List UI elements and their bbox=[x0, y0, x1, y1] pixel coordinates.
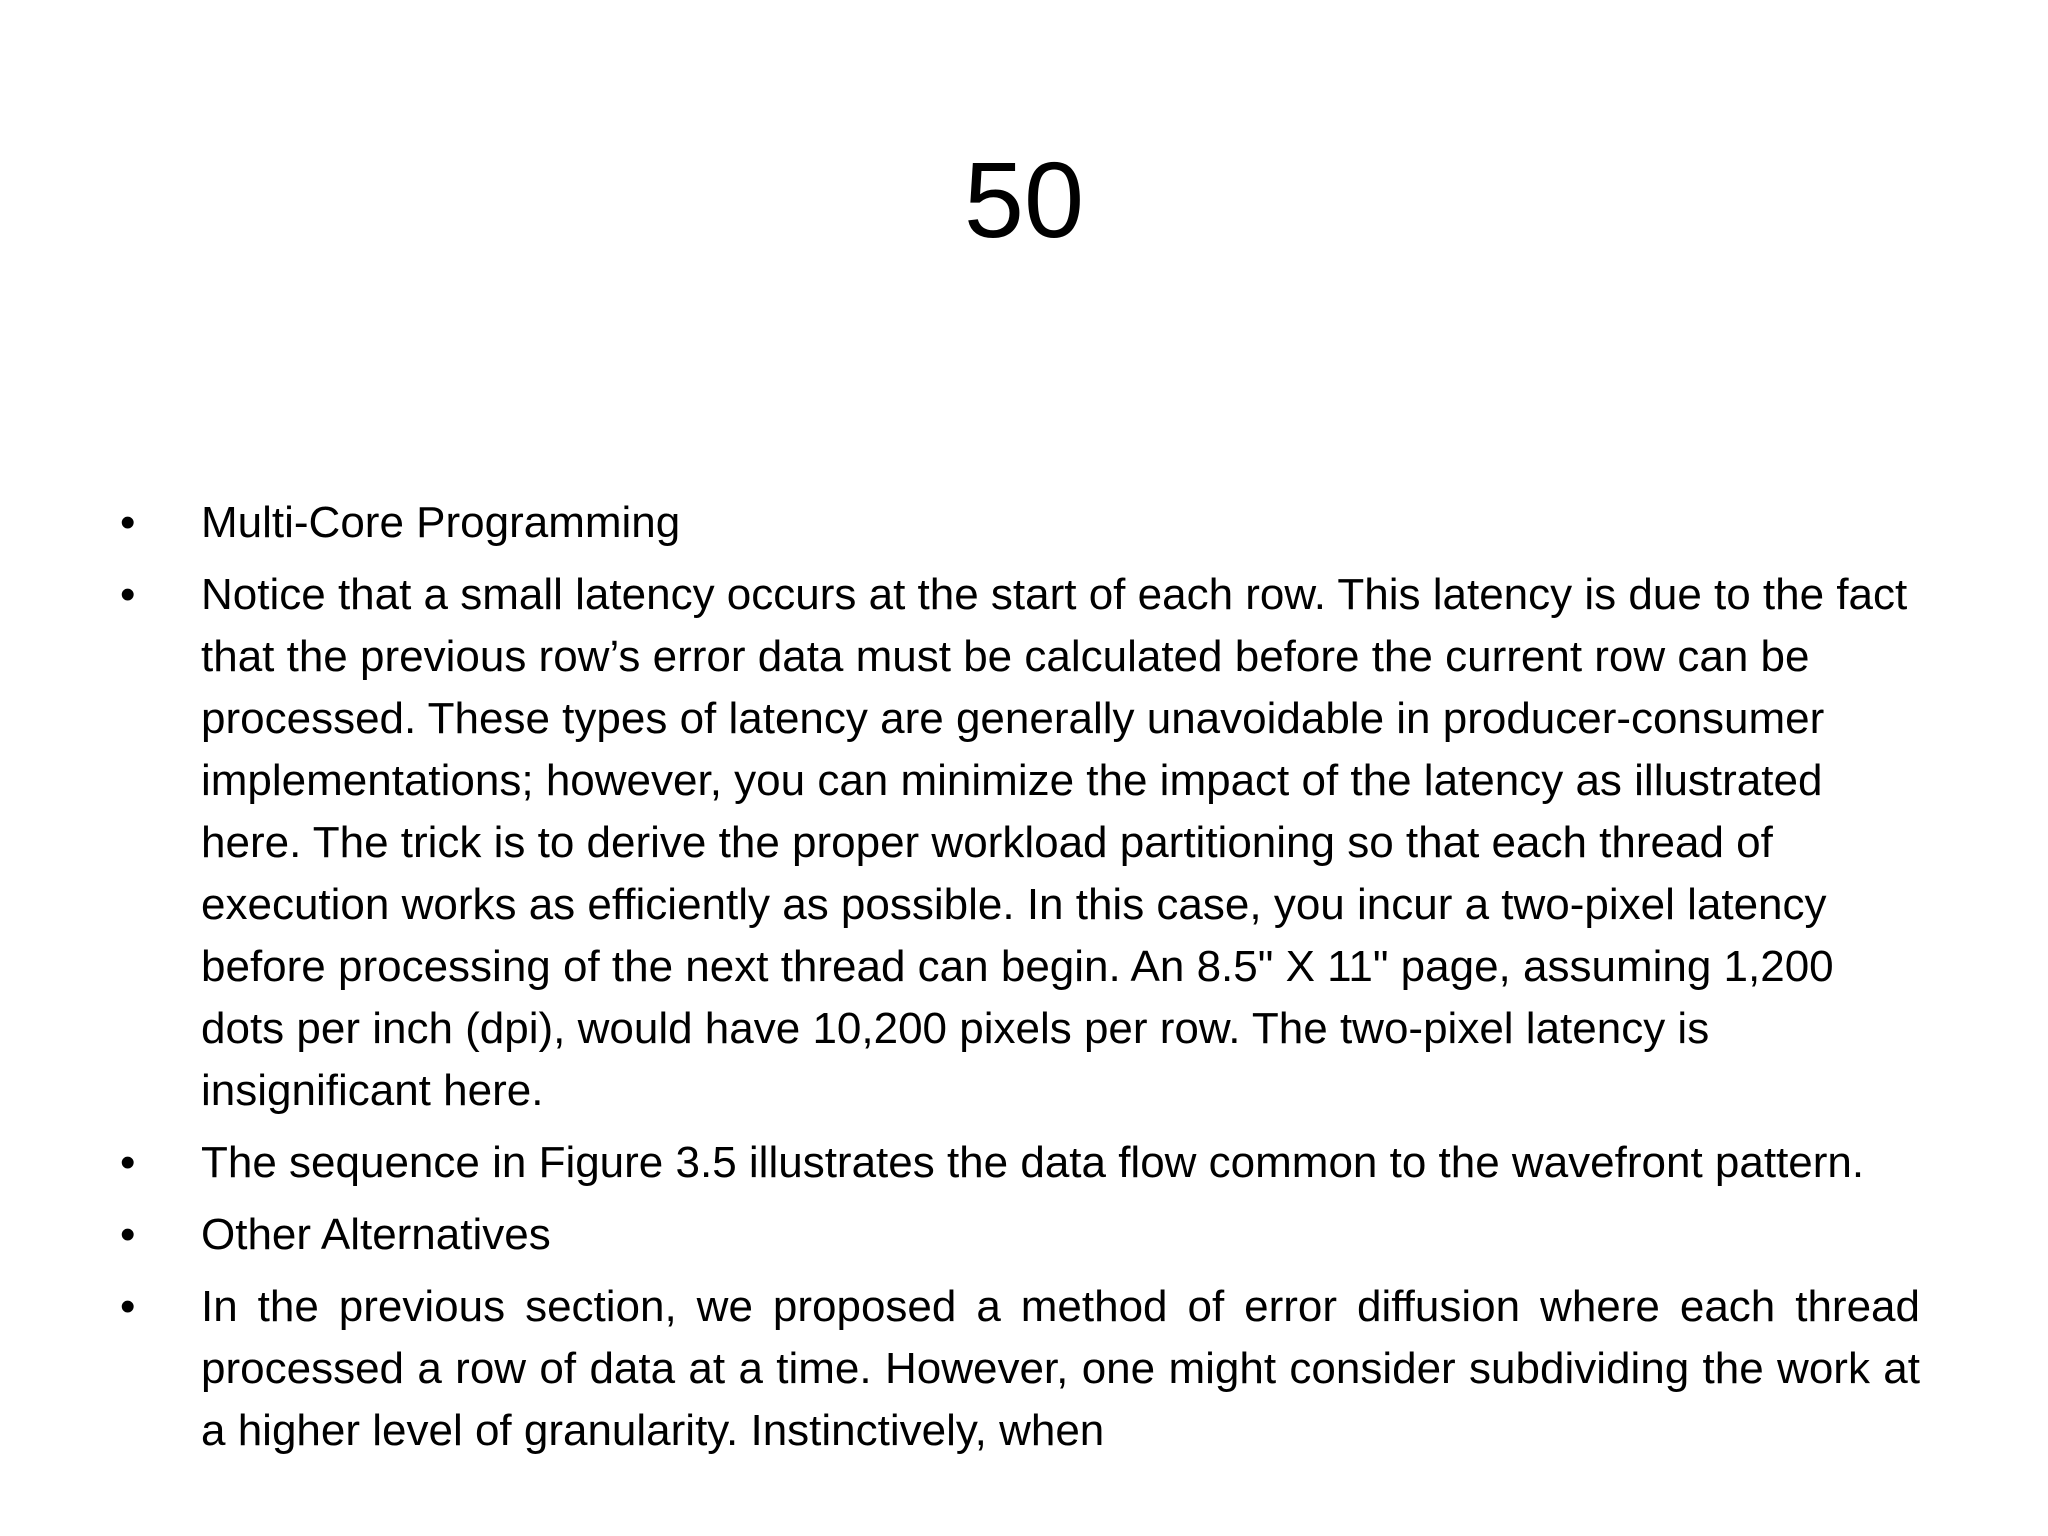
bullet-icon: • bbox=[120, 1138, 136, 1187]
bullet-text: Multi-Core Programming bbox=[201, 498, 681, 547]
bullet-item bbox=[120, 1132, 1920, 1194]
slide-title: 50 bbox=[963, 139, 1085, 260]
bullet-text: In the previous section, we proposed a method of error diffusion where each thread processed a row of data at a time. However, one might consider subdividing the work at a higher level of granularity. Instinctively, when bbox=[201, 1282, 1920, 1455]
bullet-icon: • bbox=[120, 498, 136, 547]
bullet-item bbox=[120, 1276, 1920, 1462]
bullet-icon: • bbox=[120, 1210, 136, 1259]
bullet-icon: • bbox=[120, 1282, 136, 1331]
bullet-item bbox=[120, 1204, 1920, 1266]
bullet-list bbox=[120, 492, 1920, 1472]
bullet-icon: • bbox=[120, 570, 136, 619]
bullet-text: Other Alternatives bbox=[201, 1210, 551, 1259]
bullet-text: The sequence in Figure 3.5 illustrates the data flow common to the wavefront pattern. bbox=[201, 1138, 1865, 1187]
bullet-item bbox=[120, 492, 1920, 554]
bullet-text: Notice that a small latency occurs at the start of each row. This latency is due to the fact that the previous row’s error data must be calculated before the current row can be processed. These types of latency are generally unavoidable in producer-consumer implementations; however, you can minimize the impact of the latency as illustrated here. The trick is to derive the proper workload partitioning so that each thread of execution works as efficiently as possible. In this case, you incur a two-pixel latency before processing of the next thread can begin. An 8.5" X 11" page, assuming 1,200 dots per inch (dpi), would have 10,200 pixels per row. The two-pixel latency is insignificant here. bbox=[201, 570, 1908, 1115]
bullet-item bbox=[120, 564, 1920, 1122]
